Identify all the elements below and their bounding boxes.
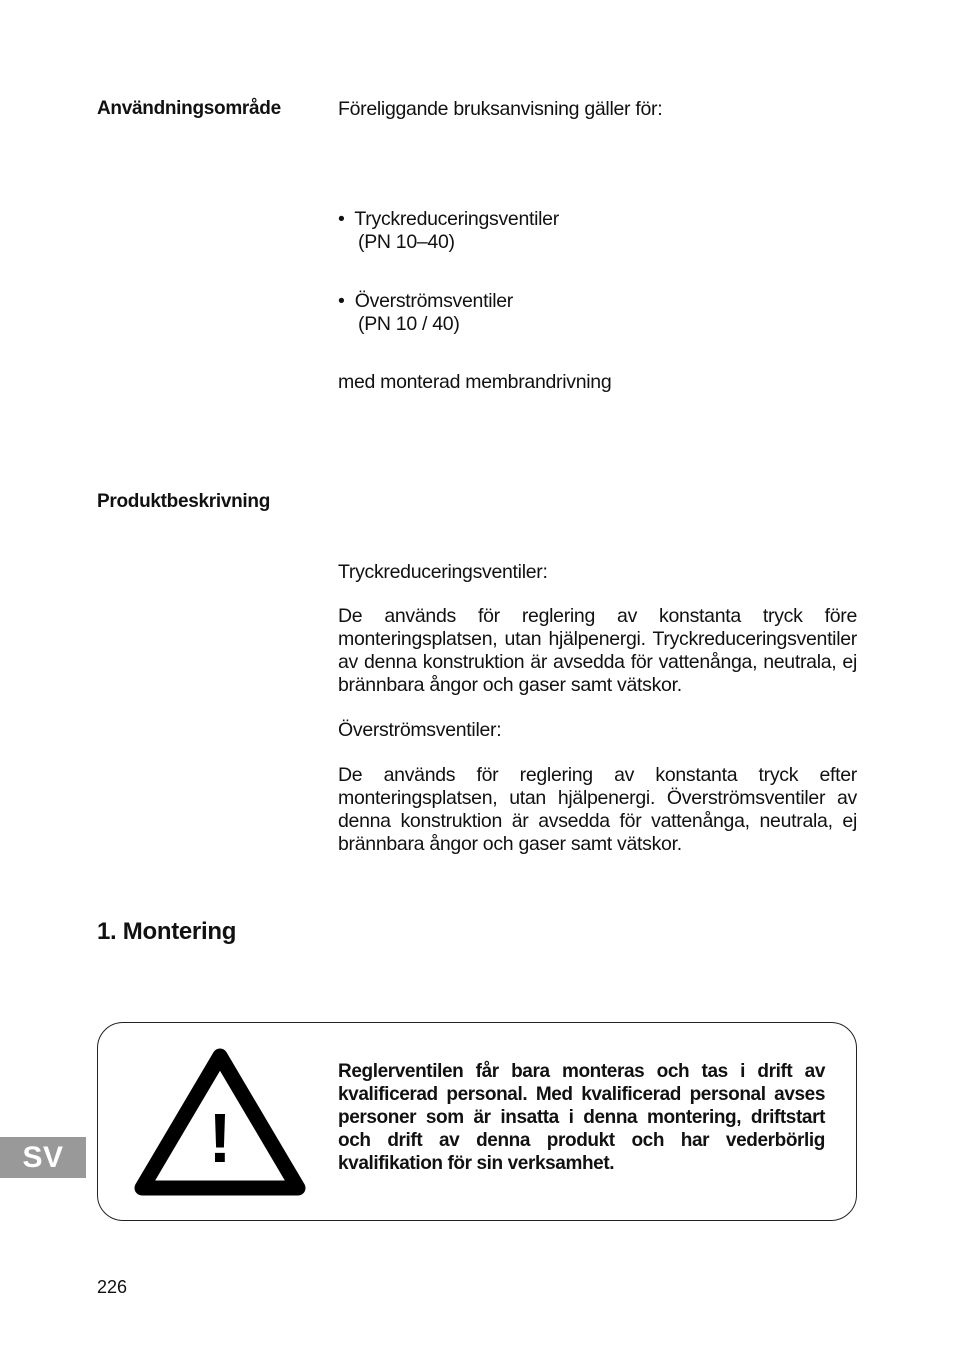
list-item <box>338 290 513 336</box>
scope-intro: Föreliggande bruksanvisning gäller för: <box>338 98 663 120</box>
bullet-icon: • <box>338 208 345 230</box>
language-tab: SV <box>0 1137 86 1178</box>
warning-triangle-icon <box>132 1046 308 1198</box>
overflow-text: De används för reglering av konstanta tryck efter monteringsplatsen, utan hjälpenergi. Överströmsventiler av denna konstruktion är avsedda för vattenånga, neutrala, ej brännbara ångor och gaser samt vätskor. <box>338 764 857 855</box>
pressure-reducing-title: Tryckreduceringsventiler: <box>338 561 548 583</box>
bullet-icon: • <box>338 290 345 312</box>
product-heading: Produktbeskrivning <box>97 491 271 512</box>
list-item-name: Tryckreduceringsventiler <box>354 208 559 230</box>
scope-heading: Användningsområde <box>97 98 281 119</box>
warning-symbol: ! <box>208 1099 232 1177</box>
list-item-name: Överströmsventiler <box>354 290 513 312</box>
list-item-detail: (PN 10 / 40) <box>358 313 460 335</box>
scope-note: med monterad membrandrivning <box>338 371 612 393</box>
page-number: 226 <box>97 1277 128 1297</box>
pressure-reducing-text: De används för reglering av konstanta tryck före monteringsplatsen, utan hjälpenergi. Tryckreduceringsventiler av denna konstruktion är avsedda för vattenånga, neutrala, ej brännbara ångor och gaser samt vätskor. <box>338 605 857 696</box>
overflow-title: Överströmsventiler: <box>338 719 502 741</box>
section-title: 1. Montering <box>97 918 237 945</box>
warning-text: Reglerventilen får bara monteras och tas i drift av kvalificerad personal. Med kvalificerad personal avses personer som är insatta i denna montering, driftstart och drift av denna produkt och har vederbörlig kvalifikation för sin verksamhet. <box>338 1061 825 1174</box>
list-item <box>338 208 559 254</box>
list-item-detail: (PN 10–40) <box>358 231 455 253</box>
